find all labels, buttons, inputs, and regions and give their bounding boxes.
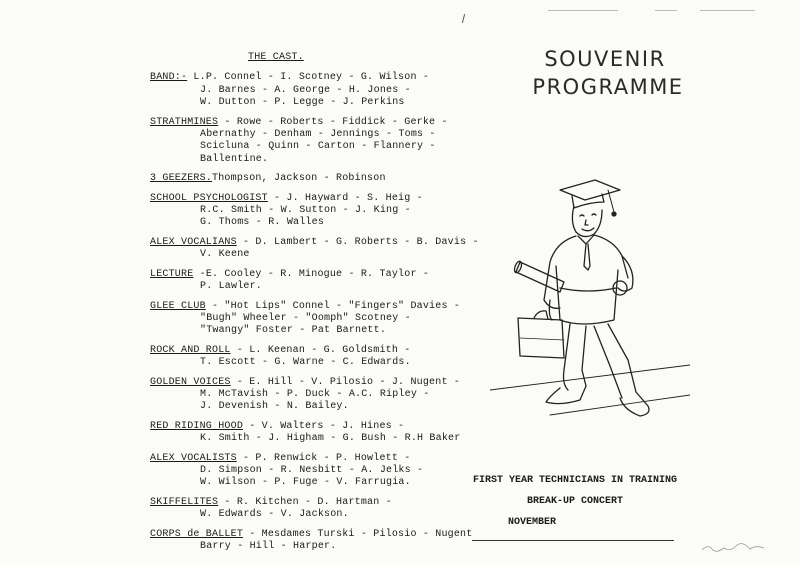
group-line: L.P. Connel - I. Scotney - G. Wilson - — [193, 72, 430, 84]
cast-group-corps-de-ballet — [150, 528, 473, 554]
group-heading: SCHOOL PSYCHOLOGIST — [150, 192, 268, 204]
concert-line-month: NOVEMBER — [508, 517, 557, 528]
group-line: Scicluna - Quinn - Carton - Flannery - — [200, 141, 436, 153]
group-line: - R. Kitchen - D. Hartman - — [224, 496, 392, 508]
group-heading: CORPS de BALLET — [150, 528, 244, 540]
cast-group-golden-voices — [150, 377, 470, 414]
faint-mark — [548, 10, 618, 11]
group-heading: GOLDEN VOICES — [150, 376, 231, 388]
group-line: G. Thoms - R. Walles — [200, 217, 325, 229]
group-line: P. Lawler. — [200, 281, 263, 293]
group-heading: GLEE CLUB — [150, 300, 206, 312]
group-line: J. Devenish - N. Bailey. — [200, 401, 349, 413]
group-line: - D. Lambert - G. Roberts - B. Davis - — [243, 236, 479, 248]
group-line: - "Hot Lips" Connel - "Fingers" Davies - — [212, 300, 461, 312]
divider-line — [472, 540, 674, 541]
group-line: - Rowe - Roberts - Fiddick - Gerke - — [224, 116, 448, 128]
group-line: J. Barnes - A. George - H. Jones - — [200, 84, 411, 96]
group-heading: ALEX VOCALIANS — [150, 236, 237, 248]
group-heading: BAND:- — [150, 72, 188, 84]
group-line: T. Escott - G. Warne - C. Edwards. — [200, 357, 411, 369]
cast-group-rock-and-roll — [150, 345, 470, 370]
cover-heading — [470, 45, 730, 101]
cast-group-strathmines — [150, 117, 470, 167]
group-line: "Bugh" Wheeler - "Oomph" Scotney - — [200, 312, 411, 324]
group-line: - J. Hayward - S. Heig - — [274, 192, 423, 204]
group-heading: LECTURE — [150, 268, 194, 280]
cast-group-skiffelites — [150, 497, 470, 522]
group-line: W. Edwards - V. Jackson. — [200, 509, 349, 521]
group-heading: SKIFFELITES — [150, 496, 219, 508]
faint-mark — [700, 10, 755, 11]
group-line: R.C. Smith - W. Sutton - J. King - — [200, 205, 411, 217]
group-line: V. Keene — [200, 249, 250, 261]
group-heading: ROCK AND ROLL — [150, 344, 231, 356]
group-line: - V. Walters - J. Hines - — [249, 420, 405, 432]
faint-mark — [655, 10, 677, 11]
group-line: - Mesdames Turski - Pilosio - Nugent — [249, 528, 473, 540]
ink-speck — [462, 14, 465, 23]
group-line: Barry - Hill - Harper. — [200, 541, 337, 552]
cast-group-lecture — [150, 269, 470, 294]
concert-line-technicians: FIRST YEAR TECHNICIANS IN TRAINING — [472, 475, 678, 486]
cast-group-school-psychologist — [150, 193, 470, 230]
group-line: K. Smith - J. Higham - G. Bush - R.H Baker — [200, 433, 461, 445]
group-heading: STRATHMINES — [150, 116, 219, 128]
cast-group-3-geezers — [150, 173, 470, 185]
group-line: W. Wilson - P. Fuge - V. Farrugia. — [200, 477, 411, 489]
concert-details — [470, 475, 680, 528]
group-heading: ALEX VOCALISTS — [150, 452, 237, 464]
handwritten-signature — [700, 540, 770, 554]
group-line: D. Simpson - R. Nesbitt - A. Jelks - — [200, 464, 424, 476]
concert-line-break-up: BREAK-UP CONCERT — [526, 496, 623, 507]
title-line-souvenir: SOUVENIR — [544, 47, 666, 71]
cast-group-alex-vocalists — [150, 453, 470, 490]
group-line: - L. Keenan - G. Goldsmith - — [236, 344, 411, 356]
group-line: Thompson, Jackson - Robinson — [212, 173, 386, 185]
cast-group-band — [150, 72, 470, 109]
souvenir-title — [470, 45, 730, 101]
group-line: W. Dutton - P. Legge - J. Perkins — [200, 97, 405, 109]
title-line-programme: PROGRAMME — [532, 75, 684, 99]
cast-group-glee-club — [150, 301, 470, 338]
cast-group-alex-vocalians — [150, 236, 479, 262]
cast-group-red-riding-hood — [150, 421, 470, 446]
cast-title: THE CAST. — [248, 52, 304, 63]
group-heading: RED RIDING HOOD — [150, 420, 244, 432]
graduate-student-illustration — [490, 170, 690, 420]
group-line: - P. Renwick - P. Howlett - — [243, 452, 411, 464]
group-line: Ballentine. — [200, 153, 269, 165]
group-line: Abernathy - Denham - Jennings - Toms - — [200, 129, 436, 141]
cast-list — [150, 52, 479, 560]
group-line: M. McTavish - P. Duck - A.C. Ripley - — [200, 388, 430, 400]
group-line: - E. Hill - V. Pilosio - J. Nugent - — [236, 376, 461, 388]
group-line: "Twangy" Foster - Pat Barnett. — [200, 325, 387, 337]
group-heading: 3 GEEZERS. — [150, 173, 213, 185]
group-line: -E. Cooley - R. Minogue - R. Taylor - — [199, 268, 430, 280]
